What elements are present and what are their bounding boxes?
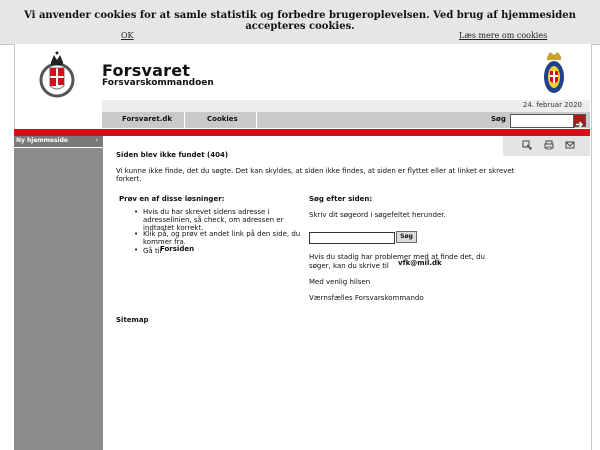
intro-text: Vi kunne ikke finde, det du søgte. Det kan skyldes, at siden ikke findes, at siden er flyttet eller at linket er skrevet — [116, 167, 515, 175]
defence-crest-logo[interactable] — [38, 48, 76, 98]
cookie-banner — [0, 0, 600, 45]
chevron-right-icon: › — [95, 137, 98, 144]
date-bar — [102, 100, 590, 112]
contact-email-link[interactable]: vfk@mil.dk — [398, 259, 442, 267]
share-icon[interactable] — [522, 140, 532, 150]
nav-divider — [184, 112, 185, 128]
search-input[interactable] — [510, 114, 575, 128]
nav-item-forsvaret[interactable]: Forsvaret.dk — [122, 115, 173, 123]
page-heading: Siden blev ikke fundet (404) — [116, 151, 229, 159]
greeting: Med venlig hilsen — [309, 278, 371, 286]
contact-text: søger, kan du skrive til — [309, 262, 389, 270]
print-icon[interactable] — [544, 140, 554, 150]
page-search-button[interactable]: Søg — [396, 231, 417, 243]
search-go-button[interactable] — [573, 114, 586, 127]
mail-icon[interactable] — [565, 140, 575, 150]
sitemap-link[interactable]: Sitemap — [116, 316, 149, 324]
solution-item: indtastet korrekt. — [143, 224, 204, 232]
solution-item: adresselinien, så check, om adressen er — [143, 216, 284, 224]
search-heading: Søg efter siden: — [309, 195, 373, 203]
frontpage-link[interactable]: Forsiden — [160, 245, 195, 253]
solution-item: kommer fra. — [143, 238, 186, 246]
page-search-input[interactable] — [309, 232, 395, 244]
bullet-dot: • — [134, 208, 139, 216]
cookie-ok-link[interactable]: OK — [121, 31, 134, 40]
current-date: 24. februar 2020 — [522, 101, 582, 109]
search-instruction: Skriv dit søgeord i søgefeltet herunder. — [309, 211, 446, 219]
nav-divider — [256, 112, 257, 128]
bullet-dot: • — [134, 246, 139, 254]
cookie-message: Vi anvender cookies for at samle statistik og forbedre brugeroplevelsen. Ved brug af hjemmesiden accepteres cookies. — [24, 10, 576, 32]
search-label: Søg — [491, 115, 506, 123]
sidebar — [14, 136, 103, 450]
solutions-heading: Prøv en af disse løsninger: — [119, 195, 225, 203]
cookie-more-link[interactable]: Læs mere om cookies — [459, 31, 548, 40]
bullet-dot: • — [134, 230, 139, 238]
solution-item: Klik på, og prøv et andet link på den side, du — [143, 230, 301, 238]
red-divider — [14, 129, 590, 136]
command-crest-icon — [543, 51, 565, 95]
page-tools — [503, 136, 590, 156]
sidebar-item-label: Ny hjemmeside — [16, 137, 68, 144]
sidebar-item-new-site[interactable] — [14, 136, 103, 148]
contact-text: Hvis du stadig har problemer med at finde det, du — [309, 253, 485, 261]
intro-text: forkert. — [116, 175, 142, 183]
nav-item-cookies[interactable]: Cookies — [207, 115, 238, 123]
signature: Værnsfælles Forsvarskommando — [309, 294, 424, 302]
site-subtitle: Forsvarskommandoen — [102, 78, 214, 88]
solution-item: Gå til — [143, 247, 162, 255]
site-title[interactable]: Forsvaret — [102, 61, 191, 80]
solution-item: Hvis du har skrevet sidens adresse i — [143, 208, 270, 216]
